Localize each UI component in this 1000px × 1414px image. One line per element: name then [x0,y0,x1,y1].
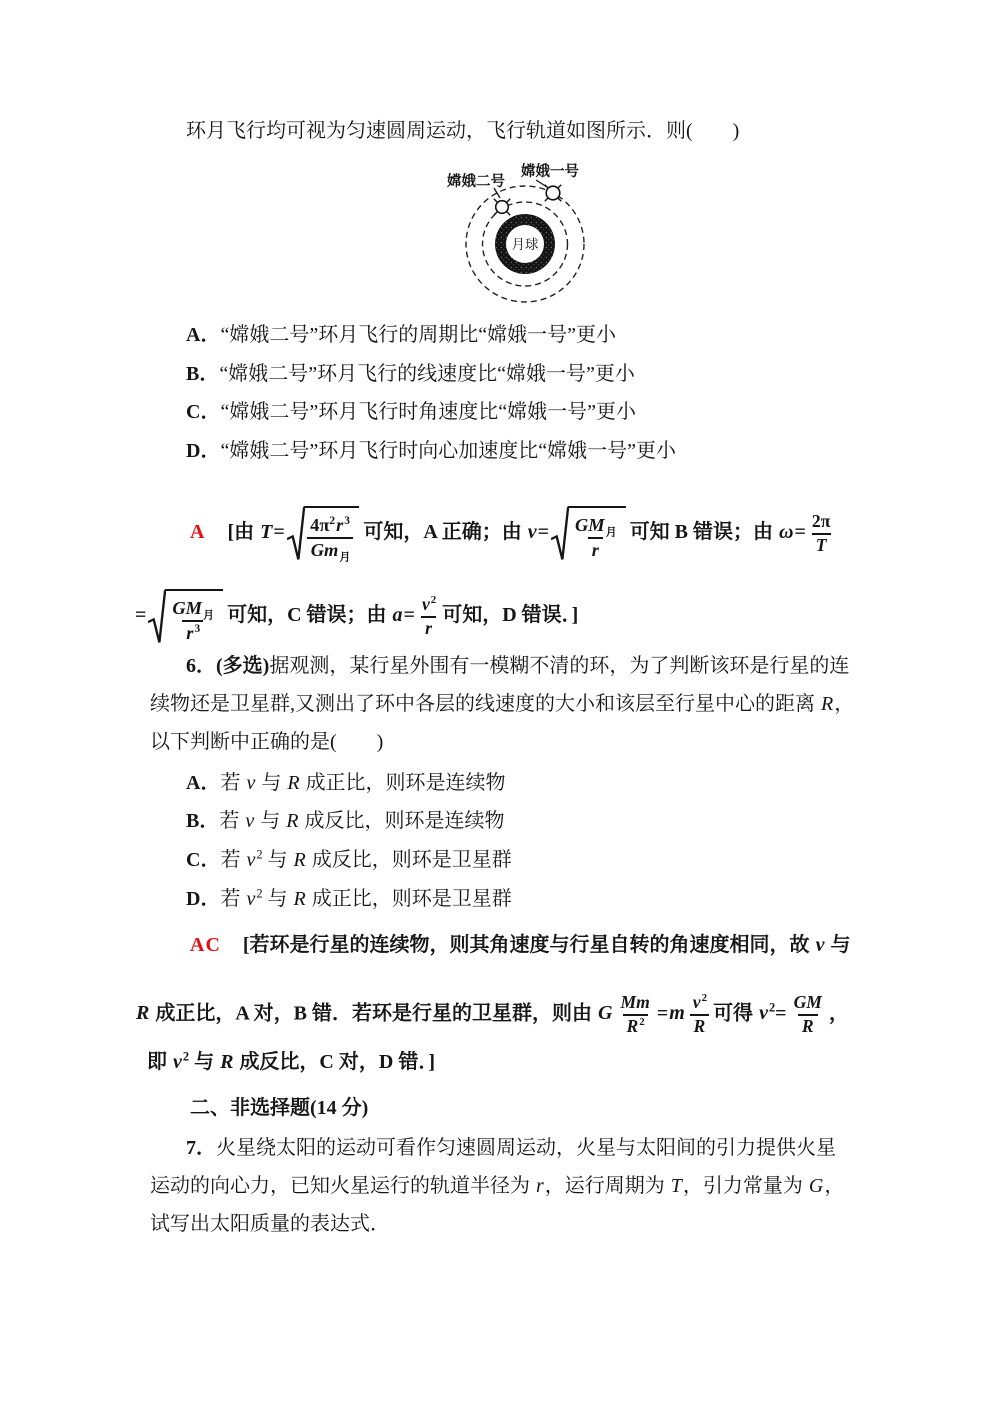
change2-label: 嫦娥二号 [447,174,505,190]
moon-label: 月球 [511,237,539,252]
q6-option-b: B．若 v 与 R 成反比，则环是连续物 [186,810,505,832]
q5-answer-label: A [190,521,206,544]
orbit-diagram-svg [425,156,625,310]
q5-answer-line1-text: [由 T= $\frac{4\pi^2r^3}{Gm_月}$ 可知，A 正确；由 v= $\frac{GM_月}{r}$ 可知 B 错误；由 ω= $\frac{2\pi}{T}$ [227,521,836,543]
section2-header: 二、非选择题(14 分) [190,1097,369,1119]
question5-continuation-line: 环月飞行均可视为匀速圆周运动，飞行轨道如图所示．则( ) [186,120,740,142]
change2-satellite-icon [494,199,510,215]
q6-answer-line3: 即 $v^2$ 与 R 成反比，C 对，D 错．] [147,1049,435,1073]
q5-answer-line1 [150,506,920,564]
q5-option-a: A．“嫦娥二号”环月飞行的周期比“嫦娥一号”更小 [186,324,616,346]
change1-label: 嫦娥一号 [521,164,579,180]
q6-answer-line2: R 成正比，A 对，B 错．若环是行星的卫星群，则由 G $\frac{Mm}{R^2}$ =m $\frac{v^2}{R}$ 可得 $v^2=$ $\frac{GM}{R}$ ， [136,992,849,1036]
q6-stem-line3: 以下判断中正确的是( ) [150,731,384,753]
orbit-diagram [425,156,625,310]
q5-answer-line2: = $\frac{GM_月}{r^3}$ 可知，C 错误；由 a= $\frac{v^2}{r}$ 可知，D 错误．] [135,589,865,644]
q5-option-b: B．“嫦娥二号”环月飞行的线速度比“嫦娥一号”更小 [186,363,635,385]
q6-answer-line1 [150,930,920,960]
q6-option-d: D．若 $v^2$ 与 R 成正比，则环是卫星群 [186,886,512,910]
change1-satellite-icon [545,185,561,201]
q7-stem-line3: 试写出太阳质量的表达式． [150,1213,390,1235]
q5-option-d: D．“嫦娥二号”环月飞行时向心加速度比“嫦娥一号”更小 [186,440,676,462]
q5-option-c: C．“嫦娥二号”环月飞行时角速度比“嫦娥一号”更小 [186,401,636,423]
q6-stem-line2: 续物还是卫星群,又测出了环中各层的线速度的大小和该层至行星中心的距离 R， [150,693,855,715]
change1-leader-line [536,180,547,187]
q6-answer-label: AC [190,934,221,956]
q6-option-a: A．若 v 与 R 成正比，则环是连续物 [186,772,506,794]
q7-stem-line1: 7．火星绕太阳的运动可看作匀速圆周运动，火星与太阳间的引力提供火星 [186,1137,836,1159]
q6-option-c: C．若 $v^2$ 与 R 成反比，则环是卫星群 [186,847,512,871]
q6-stem-line1: 6．(多选)据观测，某行星外围有一模糊不清的环，为了判断该环是行星的连 [186,655,850,677]
q6-answer-line1-text: [若环是行星的连续物，则其角速度与行星自转的角速度相同，故 v 与 [242,934,851,956]
q7-stem-line2: 运动的向心力，已知火星运行的轨道半径为 r，运行周期为 T，引力常量为 G， [150,1175,845,1197]
